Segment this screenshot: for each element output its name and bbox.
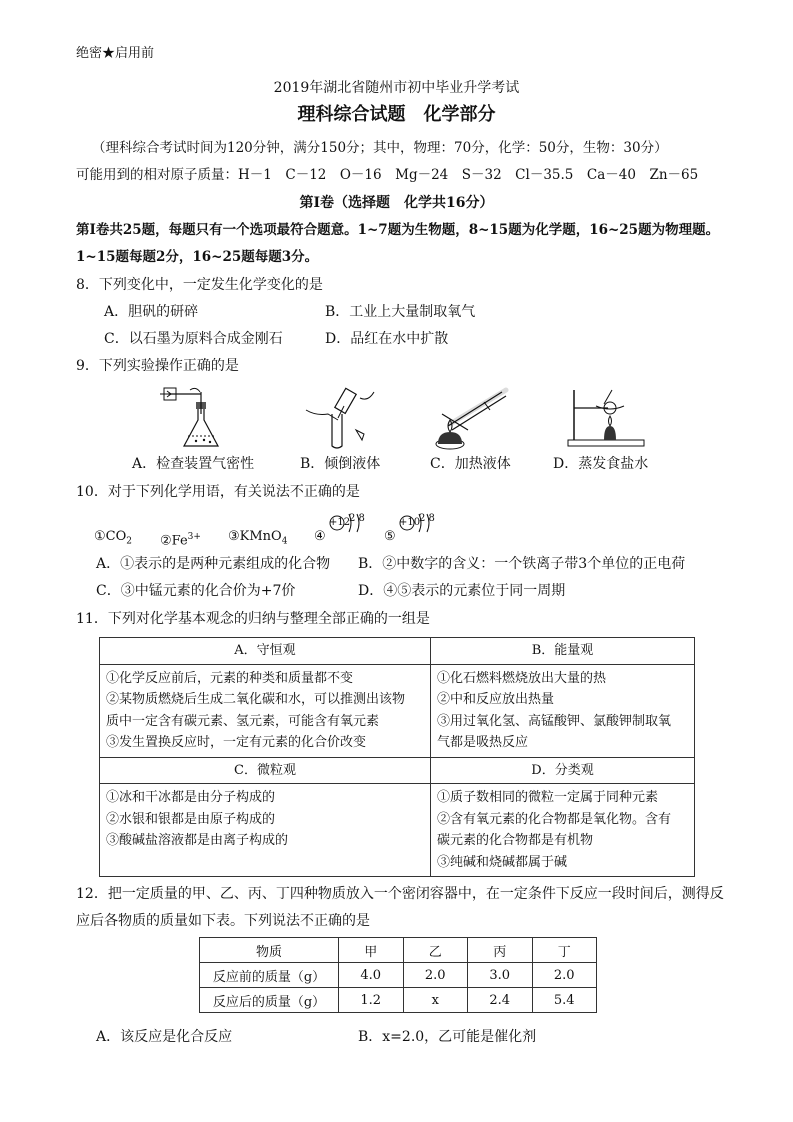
q11-a-head: A．守恒观 — [100, 638, 431, 665]
symbol-4-label: ④ — [314, 529, 326, 544]
q10-option-d: D．④⑤表示的元素位于同一周期 — [358, 583, 566, 599]
table-row — [200, 963, 597, 988]
q11-b-head: B．能量观 — [431, 638, 695, 665]
q10-option-a: A．①表示的是两种元素组成的化合物 — [96, 556, 331, 572]
q8-option-d: D．品红在水中扩散 — [325, 331, 449, 347]
table-cell: 5.4 — [532, 988, 597, 1013]
secret-label: 绝密★启用前 — [76, 46, 155, 61]
time-note: （理科综合考试时间为120分钟，满分150分；其中，物理：70分，化学：50分，生物：30分） — [92, 140, 668, 156]
q11-c-head: C．微粒观 — [100, 757, 431, 784]
evaporation-figure — [560, 384, 650, 450]
list-item: ①化石燃料燃烧放出大量的热 — [437, 670, 607, 686]
symbol-fe3plus: $②Fe^{3+}$ — [160, 532, 201, 549]
list-item: ②中和反应放出热量 — [437, 692, 555, 707]
q11-options-table — [99, 637, 695, 877]
q8-stem: 8．下列变化中，一定发生化学变化的是 — [76, 277, 323, 293]
atom-4-nucleus: +12 — [329, 517, 351, 528]
list-item: ②水银和银都是由原子构成的 — [106, 811, 276, 827]
list-item: ③纯碱和烧碱都属于碱 — [437, 854, 568, 870]
atom-4-shells: 2 8 — [349, 513, 365, 524]
list-item: ②含有氧元素的化合物都是氧化物。含有 — [437, 811, 672, 827]
list-item: ②某物质燃烧后生成二氧化碳和水，可以推测出该物 — [106, 692, 406, 707]
list-item: ③用过氧化氢、高锰酸钾、氯酸钾制取氧 — [437, 713, 672, 729]
q11-a-body — [100, 664, 431, 757]
q10-option-b: B．②中数字的含义：一个铁离子带3个单位的正电荷 — [358, 556, 686, 572]
q12-mass-table — [199, 937, 597, 1013]
table-cell: 3.0 — [468, 963, 533, 988]
table-cell: 2.0 — [403, 963, 468, 988]
table-header-cell: 丁 — [532, 938, 597, 963]
q12-stem-line2: 应后各物质的质量如下表。下列说法不正确的是 — [76, 913, 370, 929]
subject-title: 理科综合试题 化学部分 — [297, 104, 496, 125]
airtightness-check-figure — [158, 384, 238, 450]
table-cell: 反应后的质量（g） — [200, 988, 339, 1013]
atom-5-shells: 2 8 — [419, 513, 435, 524]
list-item: ①质子数相同的微粒一定属于同种元素 — [437, 790, 659, 805]
q12-stem-line1: 12．把一定质量的甲、乙、丙、丁四种物质放入一个密闭容器中，在一定条件下反应一段时间后，测得反 — [76, 886, 724, 902]
table-cell: 1.2 — [339, 988, 404, 1013]
section-instruction-2: 1~15题每题2分，16~25题每题3分。 — [76, 249, 319, 265]
table-cell: 反应前的质量（g） — [200, 963, 339, 988]
list-item: ③发生置换反应时，一定有元素的化合价改变 — [106, 735, 367, 750]
q11-d-head: D．分类观 — [431, 757, 695, 784]
table-cell: x — [403, 988, 468, 1013]
q9-option-a: A．检查装置气密性 — [132, 456, 255, 472]
list-item: 气都是吸热反应 — [437, 735, 529, 750]
q11-b-body — [431, 664, 695, 757]
symbol-co2: $①CO_2$ — [94, 529, 132, 547]
list-item: 碳元素的化合物都是有机物 — [437, 833, 594, 848]
q9-option-c: C．加热液体 — [430, 456, 511, 472]
list-item: ①化学反应前后，元素的种类和质量都不变 — [106, 670, 354, 686]
section-instruction-1: 第Ⅰ卷共25题，每题只有一个选项最符合题意。1~7题为生物题，8~15题为化学题，16~25题为物理题。 — [76, 222, 720, 238]
atom-5-nucleus: +10 — [399, 517, 421, 528]
section-title: 第Ⅰ卷（选择题 化学共16分） — [299, 195, 494, 211]
atomic-masses: 可能用到的相对原子质量：H－1 C－12 O－16 Mg－24 S－32 Cl－35.5 Ca－40 Zn－65 — [76, 167, 699, 183]
q11-stem: 11．下列对化学基本观念的归纳与整理全部正确的一组是 — [76, 611, 430, 627]
q12-option-a: A．该反应是化合反应 — [96, 1029, 233, 1045]
table-row — [200, 988, 597, 1013]
list-item: ③酸碱盐溶液都是由离子构成的 — [106, 833, 289, 848]
q10-option-c: C．③中锰元素的化合价为+7价 — [96, 583, 296, 599]
q11-d-body — [431, 784, 695, 877]
list-item: 质中一定含有碳元素、氢元素，可能含有氧元素 — [106, 713, 380, 729]
table-header-cell: 甲 — [339, 938, 404, 963]
q8-option-b: B．工业上大量制取氧气 — [325, 304, 476, 320]
q10-stem: 10．对于下列化学用语，有关说法不正确的是 — [76, 484, 360, 500]
table-cell: 2.0 — [532, 963, 597, 988]
q12-option-b: B．x=2.0，乙可能是催化剂 — [358, 1029, 537, 1045]
q8-option-a: A．胆矾的研碎 — [104, 304, 199, 320]
table-cell: 4.0 — [339, 963, 404, 988]
q11-c-body — [100, 784, 431, 877]
table-header-cell: 乙 — [403, 938, 468, 963]
table-header-cell: 物质 — [200, 938, 339, 963]
heating-liquid-figure — [428, 384, 518, 450]
symbol-5-label: ⑤ — [384, 529, 396, 544]
exam-title: 2019年湖北省随州市初中毕业升学考试 — [273, 80, 520, 96]
table-row — [200, 938, 597, 963]
q9-option-d: D．蒸发食盐水 — [553, 456, 649, 472]
q9-stem: 9．下列实验操作正确的是 — [76, 358, 239, 374]
q9-option-b: B．倾倒液体 — [300, 456, 381, 472]
symbol-kmno4: ③KMnO$_4$ — [228, 529, 288, 547]
list-item: ①冰和干冰都是由分子构成的 — [106, 790, 276, 805]
table-cell: 2.4 — [468, 988, 533, 1013]
q8-option-c: C．以石墨为原料合成金刚石 — [104, 331, 283, 347]
table-header-cell: 丙 — [468, 938, 533, 963]
pouring-liquid-figure — [302, 384, 382, 450]
